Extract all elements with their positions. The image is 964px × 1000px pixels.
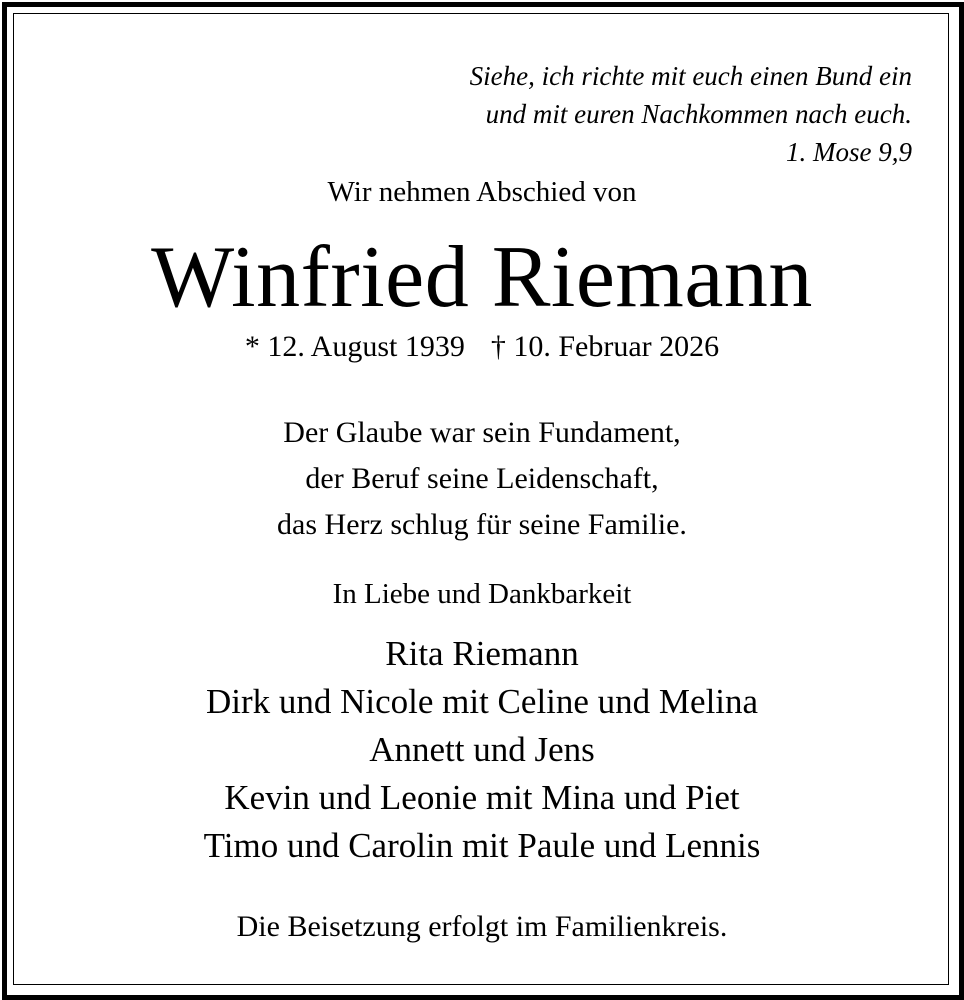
verse-reference: 1. Mose 9,9 (786, 137, 912, 167)
intro-text: Wir nehmen Abschied von (327, 176, 637, 208)
verse-line: und mit euren Nachkommen nach euch. (485, 99, 912, 129)
life-dates (0, 330, 964, 364)
motto-line: der Beruf seine Leidenschaft, (305, 462, 659, 495)
mourner-entry: Dirk und Nicole mit Celine und Melina (205, 682, 759, 721)
birth-date: * 12. August 1939 (244, 330, 465, 363)
mourner-entry: Kevin und Leonie mit Mina und Piet (224, 778, 740, 817)
gratitude-line: In Liebe und Dankbarkeit (332, 578, 632, 610)
death-date: † 10. Februar 2026 (490, 330, 720, 363)
motto (0, 410, 964, 548)
mourners-list (0, 630, 964, 870)
bible-verse (470, 57, 912, 171)
deceased-name: Winfried Riemann (151, 229, 813, 326)
mourner-entry: Rita Riemann (385, 634, 579, 673)
motto-line: das Herz schlug für seine Familie. (277, 508, 687, 541)
motto-line: Der Glaube war sein Fundament, (283, 416, 681, 449)
mourner-entry: Annett und Jens (369, 730, 595, 769)
closing-note: Die Beisetzung erfolgt im Familienkreis. (236, 910, 728, 943)
verse-line: Siehe, ich richte mit euch einen Bund ein (469, 61, 912, 91)
mourner-entry: Timo und Carolin mit Paule und Lennis (203, 826, 761, 865)
